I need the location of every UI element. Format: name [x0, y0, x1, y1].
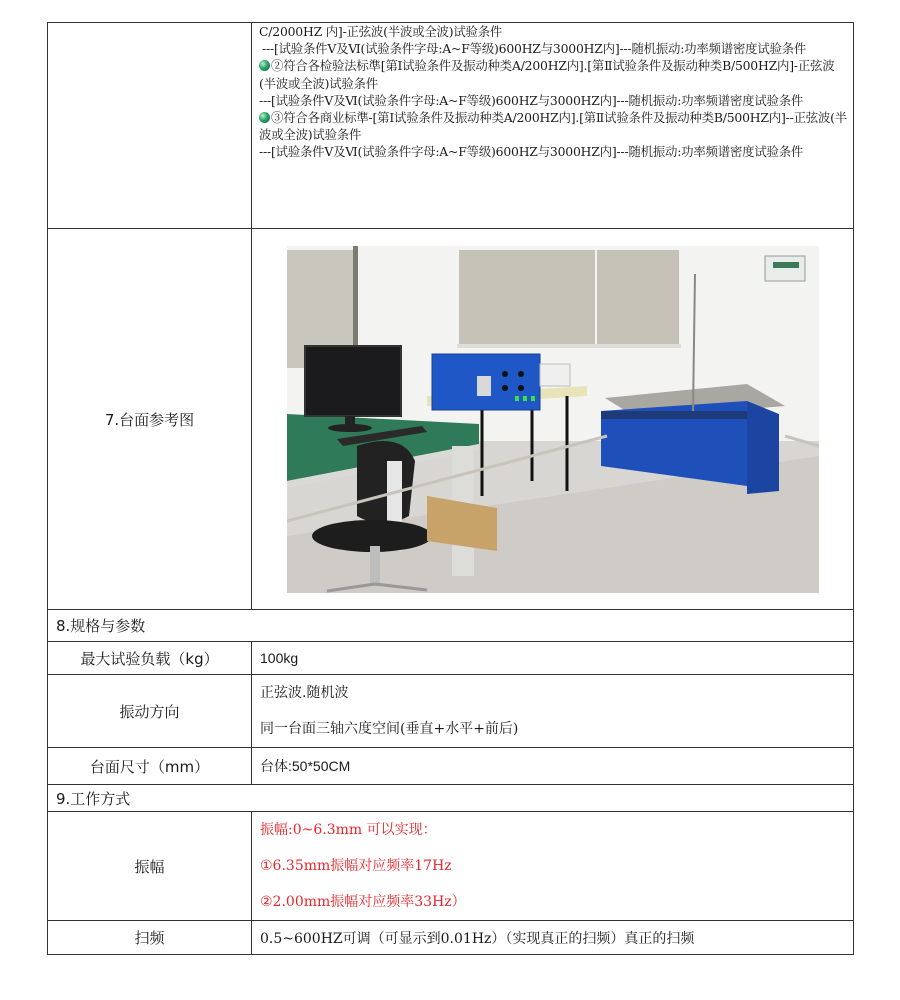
vibration-table-photo-illustration: [287, 246, 819, 593]
section9-title-row: [48, 785, 854, 812]
spec-value-line: ②2.00mm振幅对应频率33Hz）: [260, 894, 466, 910]
conditions-cell: [252, 23, 854, 229]
spec-row-sweep: [48, 921, 854, 955]
spec-value-max-load: 100kg: [252, 642, 854, 675]
condition-text: ③符合各商业标準-[第Ⅰ试验条件及振动种类A/200HZ内].[第Ⅱ试验条件及振动种类B/500HZ内]--正弦波(半波或全波)试验条件: [259, 110, 847, 143]
lab-photo: [287, 246, 819, 593]
condition-line: C/2000HZ 内]-正弦波(半波或全波)试验条件: [259, 24, 503, 39]
green-bullet-icon: [259, 112, 270, 123]
section8-title: 8.规格与参数: [48, 610, 854, 642]
condition-line: [259, 57, 847, 91]
spec-value-sweep: 0.5~600HZ可调（可显示到0.01Hz）（实现真正的扫频）真正的扫频: [252, 921, 854, 955]
spec-label-table-size: 台面尺寸（mm）: [48, 748, 252, 785]
condition-line: ---[试验条件Ⅴ及Ⅵ(试验条件字母:A~F等级)600HZ与3000HZ内]---随机振动:功率频谱密度试验条件: [262, 41, 807, 57]
spec-value-line: 振幅:0~6.3mm 可以实现：: [260, 822, 437, 838]
spec-label-sweep: 扫频: [48, 921, 252, 955]
condition-line: ---[试验条件Ⅴ及Ⅵ(试验条件字母:A~F等级)600HZ与3000HZ内]---随机振动:功率频谱密度试验条件: [259, 144, 804, 160]
spec-row-max-load: [48, 642, 854, 675]
spec-label-max-load: 最大试验负载（kg）: [48, 642, 252, 675]
conditions-label-cell: [48, 23, 252, 229]
condition-line: ---[试验条件Ⅴ及Ⅵ(试验条件字母:A~F等级)600HZ与3000HZ内]---随机振动:功率频谱密度试验条件: [259, 92, 804, 108]
green-bullet-icon: [259, 60, 270, 71]
section9-title: 9.工作方式: [48, 785, 854, 812]
spec-label-amplitude: 振幅: [48, 812, 252, 921]
section8-title-row: [48, 610, 854, 642]
conditions-row: [48, 23, 854, 229]
spec-row-amplitude: [48, 812, 854, 921]
spec-row-table-size: [48, 748, 854, 785]
spec-row-vibration-direction: [48, 675, 854, 748]
section7-row: [48, 229, 854, 610]
spec-value-vibration-direction: [252, 675, 854, 748]
condition-text: ②符合各检验法标準[第Ⅰ试验条件及振动种类A/200HZ内].[第Ⅱ试验条件及振动种类B/500HZ内]-正弦波(半波或全波)试验条件: [259, 58, 835, 91]
spec-value-amplitude: [252, 812, 854, 921]
condition-line: [259, 109, 847, 143]
spec-value-line: 正弦波.随机波: [260, 685, 349, 701]
spec-value-line: ①6.35mm振幅对应频率17Hz: [260, 858, 452, 874]
spec-value-line: 同一台面三轴六度空间(垂直+水平+前后): [260, 721, 519, 737]
section7-label: 7.台面参考图: [48, 229, 252, 610]
spec-label-vibration-direction: 振动方向: [48, 675, 252, 748]
spec-value-table-size: 台体:50*50CM: [252, 748, 854, 785]
spec-table: [47, 22, 854, 955]
photo-cell: [252, 229, 854, 610]
